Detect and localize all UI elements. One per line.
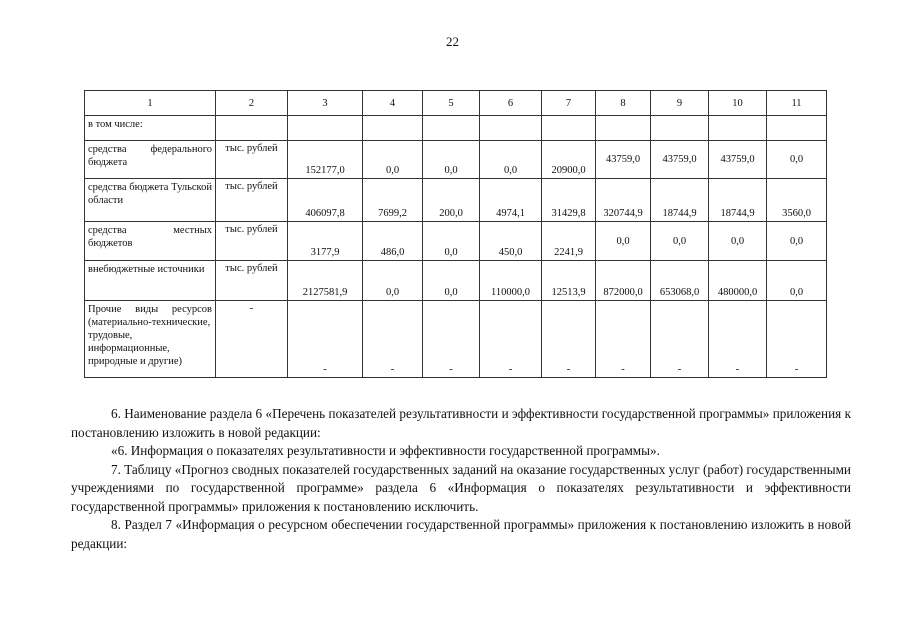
- value-cell: 2127581,9: [288, 261, 363, 301]
- value-cell: -: [651, 301, 709, 378]
- value-cell: 200,0: [423, 179, 480, 222]
- value-cell: -: [542, 301, 596, 378]
- page-number: 22: [446, 34, 459, 49]
- value-cell: 3177,9: [288, 222, 363, 261]
- row-unit: тыс. рублей: [216, 179, 288, 222]
- value-cell: -: [709, 301, 767, 378]
- paragraph: 7. Таблицу «Прогноз сводных показателей государственных заданий на оказание государственных услуг (работ) государственными учреждениями по государственной программе» раздела 6 «Информация о показателях результативности и эффективности государственной программы» приложения к постановлению исключить.: [71, 461, 851, 514]
- paragraph: «6. Информация о показателях результативности и эффективности государственной программы».: [111, 443, 660, 458]
- row-unit: -: [216, 301, 288, 378]
- value-cell: 110000,0: [480, 261, 542, 301]
- value-cell: 0,0: [767, 261, 827, 301]
- value-cell: -: [767, 301, 827, 378]
- value-cell: 18744,9: [709, 179, 767, 222]
- header-cell: 4: [363, 91, 423, 116]
- value-cell: 0,0: [480, 141, 542, 179]
- value-cell: 0,0: [651, 222, 709, 261]
- row-unit: тыс. рублей: [216, 141, 288, 179]
- table-row: [85, 301, 827, 378]
- resource-table: [84, 90, 827, 378]
- header-cell: 7: [542, 91, 596, 116]
- value-cell: 4974,1: [480, 179, 542, 222]
- value-cell: 43759,0: [709, 141, 767, 179]
- value-cell: 0,0: [423, 261, 480, 301]
- value-cell: 152177,0: [288, 141, 363, 179]
- value-cell: 450,0: [480, 222, 542, 261]
- value-cell: 43759,0: [596, 141, 651, 179]
- table-row: [85, 261, 827, 301]
- table-row: [85, 222, 827, 261]
- value-cell: 0,0: [709, 222, 767, 261]
- value-cell: -: [480, 301, 542, 378]
- header-cell: 5: [423, 91, 480, 116]
- header-cell: 2: [216, 91, 288, 116]
- value-cell: 0,0: [767, 222, 827, 261]
- row-name: средства федерального бюджета: [85, 141, 216, 179]
- header-cell: 9: [651, 91, 709, 116]
- value-cell: 320744,9: [596, 179, 651, 222]
- value-cell: -: [423, 301, 480, 378]
- value-cell: 2241,9: [542, 222, 596, 261]
- row-name: средства бюджета Тульской области: [85, 179, 216, 222]
- value-cell: 0,0: [363, 261, 423, 301]
- row-name: средства местных бюджетов: [85, 222, 216, 261]
- header-cell: 8: [596, 91, 651, 116]
- value-cell: 43759,0: [651, 141, 709, 179]
- value-cell: -: [288, 301, 363, 378]
- header-cell: 3: [288, 91, 363, 116]
- value-cell: 486,0: [363, 222, 423, 261]
- value-cell: 0,0: [423, 141, 480, 179]
- value-cell: 0,0: [596, 222, 651, 261]
- value-cell: 0,0: [363, 141, 423, 179]
- value-cell: 0,0: [767, 141, 827, 179]
- table-header-row: [85, 91, 827, 116]
- body-text: [71, 405, 851, 553]
- value-cell: 653068,0: [651, 261, 709, 301]
- table-row-subheader: [85, 116, 827, 141]
- table-row: [85, 179, 827, 222]
- paragraph: 8. Раздел 7 «Информация о ресурсном обеспечении государственной программы» приложения к постановлению изложить в новой редакции:: [71, 517, 851, 551]
- value-cell: 480000,0: [709, 261, 767, 301]
- paragraph: 6. Наименование раздела 6 «Перечень показателей результативности и эффективности государственной программы» приложения к постановлению изложить в новой редакции:: [71, 406, 851, 440]
- value-cell: 0,0: [423, 222, 480, 261]
- value-cell: 20900,0: [542, 141, 596, 179]
- row-name: внебюджетные источники: [85, 261, 216, 301]
- row-name: Прочие виды ресурсов (материально-технические, трудовые, информационные, природные и другие): [85, 301, 216, 378]
- header-cell: 1: [85, 91, 216, 116]
- value-cell: 406097,8: [288, 179, 363, 222]
- row-unit: тыс. рублей: [216, 222, 288, 261]
- header-cell: 11: [767, 91, 827, 116]
- value-cell: 12513,9: [542, 261, 596, 301]
- value-cell: 31429,8: [542, 179, 596, 222]
- value-cell: 3560,0: [767, 179, 827, 222]
- table-row: [85, 141, 827, 179]
- value-cell: 872000,0: [596, 261, 651, 301]
- header-cell: 6: [480, 91, 542, 116]
- row-unit: тыс. рублей: [216, 261, 288, 301]
- value-cell: 18744,9: [651, 179, 709, 222]
- header-cell: 10: [709, 91, 767, 116]
- value-cell: -: [596, 301, 651, 378]
- value-cell: 7699,2: [363, 179, 423, 222]
- subheader-cell: в том числе:: [85, 116, 216, 141]
- value-cell: -: [363, 301, 423, 378]
